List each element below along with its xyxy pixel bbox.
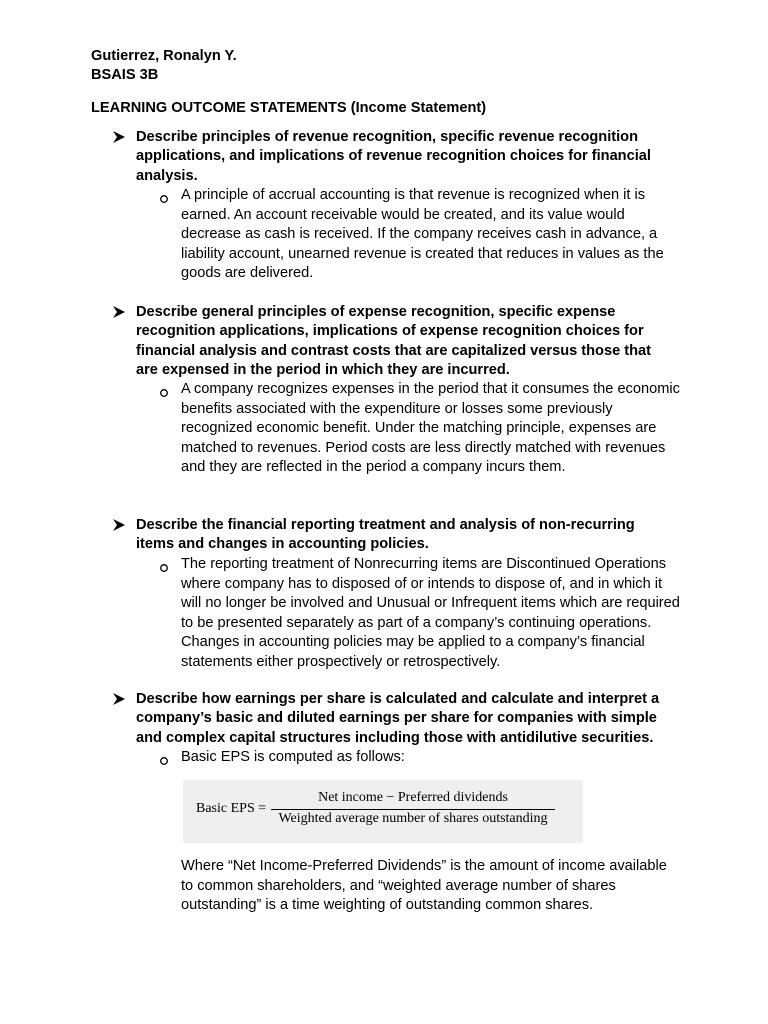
formula-explanation: Where “Net Income-Preferred Dividends” is the amount of income available to common shareholders, and “weighted average number of shares outstanding” is a time weighting of outstanding common shares. <box>181 858 667 914</box>
hollow-circle-bullet-icon <box>159 563 171 573</box>
outcome-question: Describe how earnings per share is calculated and calculate and interpret a company’s basic and diluted earnings per share for companies with simple and complex capital structures including those with antidilutive securities. <box>136 691 660 746</box>
outcome-answer: A principle of accrual accounting is that revenue is recognized when it is earned. An account receivable would be created, and its value would decrease as cash is received. If the company receives cash in advance, a liability account, unearned revenue is created that reduces in values as the goods are delivered. <box>181 187 664 282</box>
hollow-circle-bullet-icon <box>159 756 171 766</box>
hollow-circle-bullet-icon <box>159 194 171 204</box>
author-name: Gutierrez, Ronalyn Y. <box>91 48 237 64</box>
arrowhead-bullet-icon <box>112 305 126 319</box>
outcome-question: Describe the financial reporting treatment and analysis of non-recurring items and changes in accounting policies. <box>136 517 635 553</box>
fraction-bar <box>271 809 555 810</box>
formula-denominator: Weighted average number of shares outstanding <box>278 811 548 826</box>
arrowhead-bullet-icon <box>112 692 126 706</box>
arrowhead-bullet-icon <box>112 518 126 532</box>
formula-numerator: Net income − Preferred dividends <box>318 790 508 805</box>
formula-lhs: Basic EPS = <box>196 801 267 816</box>
outcome-question: Describe general principles of expense recognition, specific expense recognition applications, implications of expense recognition choices for financial analysis and contrast costs that are capitalized versus those that are expensed in the period in which they are incurred. <box>136 304 652 378</box>
hollow-circle-bullet-icon <box>159 388 171 398</box>
document-title: LEARNING OUTCOME STATEMENTS (Income Statement) <box>91 100 487 116</box>
outcome-answer: A company recognizes expenses in the period that it consumes the economic benefits associated with the expenditure or losses some previously recognized economic benefit. Under the matching principle, expenses are matched to revenues. Period costs are less directly matched with revenues and they are reflected in the period a company incurs them. <box>181 381 680 476</box>
class-section: BSAIS 3B <box>91 67 159 83</box>
outcome-answer: The reporting treatment of Nonrecurring items are Discontinued Operations where company has to disposed of or intends to dispose of, and in which it will no longer be involved and Unusual or Infrequent items which are required to be presented separately as part of a company’s continuing operations. Changes in accounting policies may be applied to a company’s financial statements either prospectively or retrospectively. <box>181 556 680 670</box>
arrowhead-bullet-icon <box>112 130 126 144</box>
basic-eps-formula <box>183 780 583 843</box>
outcome-answer: Basic EPS is computed as follows: <box>181 749 405 765</box>
outcome-question: Describe principles of revenue recognition, specific revenue recognition applications, and implications of revenue recognition choices for financial analysis. <box>136 129 651 184</box>
